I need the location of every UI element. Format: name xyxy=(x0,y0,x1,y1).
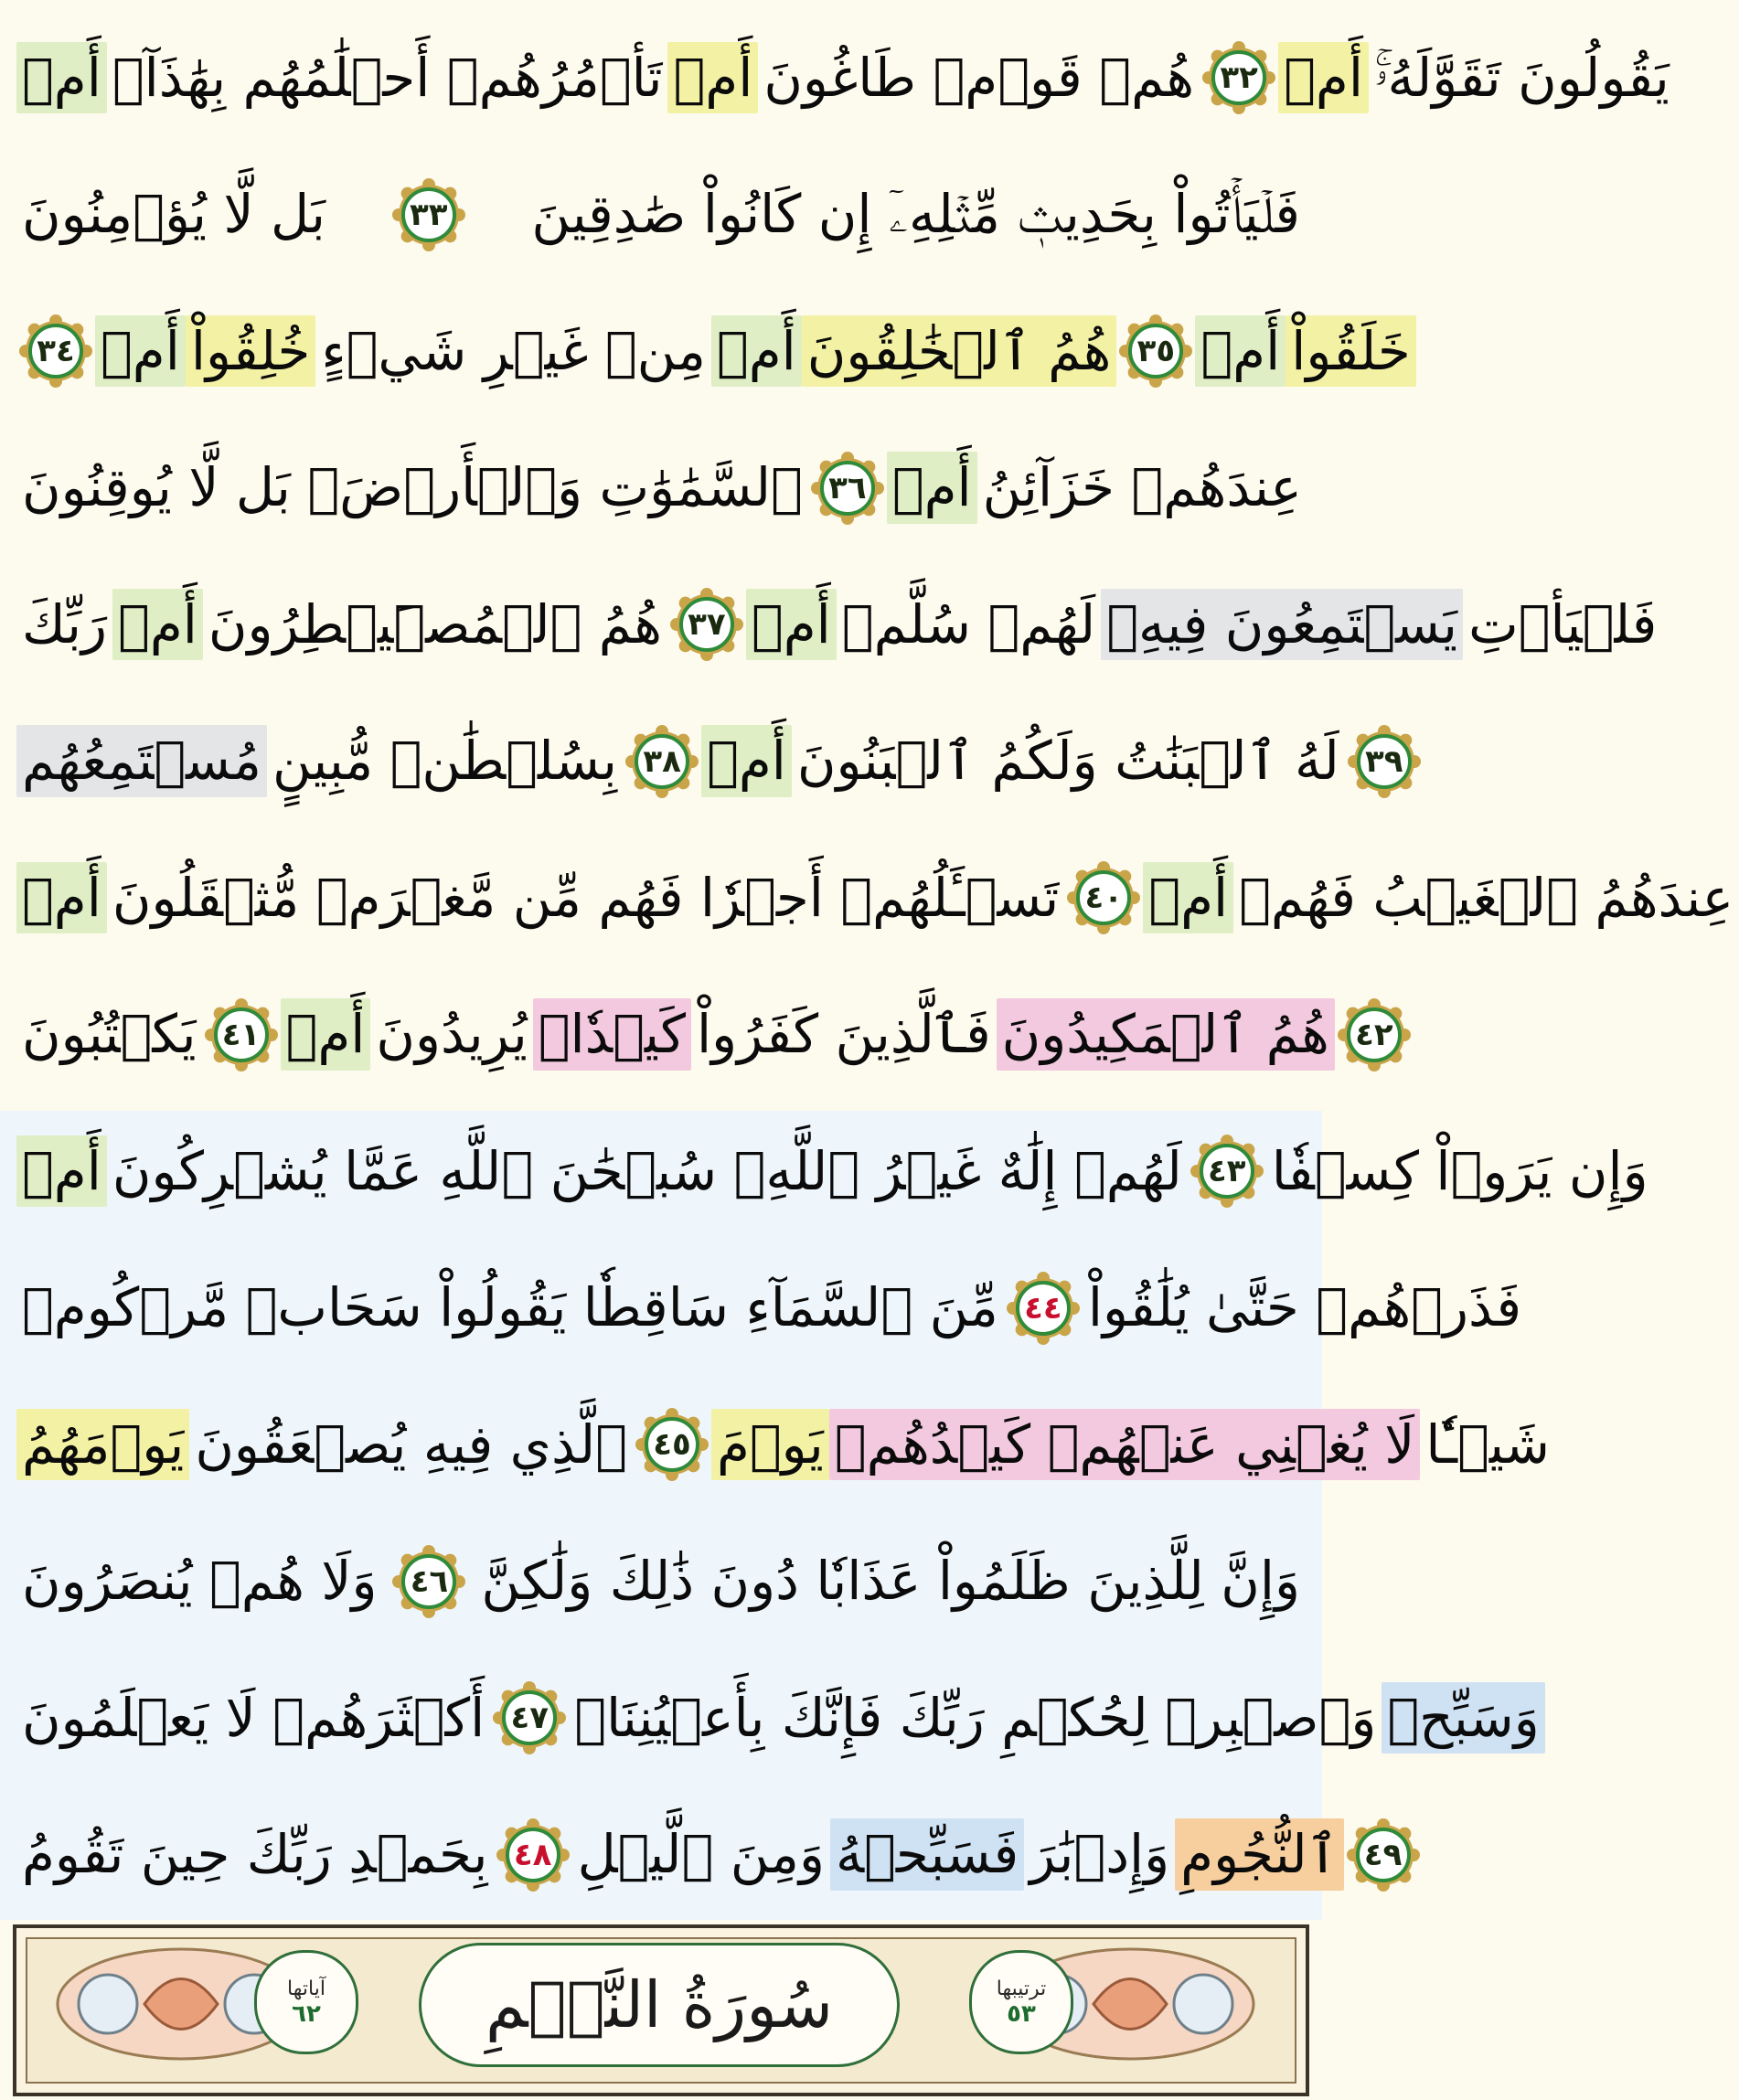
ayah-number: ٣٧ xyxy=(688,606,726,643)
highlighted-phrase: كَيۡدٗاۖ xyxy=(533,998,691,1071)
ayah-number-marker xyxy=(490,1679,569,1757)
verse-text: لَهُ ٱلۡبَنَٰتُ وَلَكُمُ ٱلۡبَنُونَ xyxy=(796,730,1339,793)
ayah-number: ٣٨ xyxy=(643,742,681,780)
highlighted-phrase: خُلِقُواْ xyxy=(186,315,315,388)
highlighted-phrase: هُمُ ٱلۡمَكِيدُونَ xyxy=(997,998,1335,1071)
surah-title-cartouche xyxy=(419,1943,900,2067)
ayah-number: ٤٠ xyxy=(1084,879,1124,916)
ayah-number: ٤٦ xyxy=(410,1562,449,1600)
text-line xyxy=(16,1513,1306,1650)
verse-text: وَلَا هُمۡ يُنصَرُونَ xyxy=(22,1550,378,1613)
text-line xyxy=(16,693,1403,830)
text-line xyxy=(16,282,1411,420)
ayah-count-value: ٦٢ xyxy=(292,1999,321,2028)
text-line xyxy=(16,1376,1550,1513)
verse-text: رَبِّكَ xyxy=(22,592,108,656)
text-line xyxy=(16,556,1658,693)
verse-text: وَإِنَّ لِلَّذِينَ ظَلَمُواْ عَذَابٗا دُونَ ذَٰلِكَ وَلَٰكِنَّ xyxy=(481,1550,1300,1613)
verse-text: تَسۡـَٔلُهُمۡ أَجۡرٗا فَهُم مِّن مَّغۡرَمٖ مُّثۡقَلُونَ xyxy=(112,866,1060,929)
ayah-number-marker xyxy=(389,176,468,254)
verse-text: بَل لَّا يُؤۡمِنُونَ xyxy=(22,183,326,246)
ayah-number: ٤٥ xyxy=(653,1426,691,1463)
highlighted-phrase: فَسَبِّحۡهُ xyxy=(830,1818,1024,1891)
highlighted-phrase: أَمۡ xyxy=(667,42,758,114)
verse-text: شَيۡـٔٗا xyxy=(1425,1412,1550,1476)
highlighted-phrase: أَمۡ xyxy=(16,862,107,934)
highlighted-phrase: يَسۡتَمِعُونَ فِيهِۖ xyxy=(1101,589,1463,661)
verse-text: فَٱلَّذِينَ كَفَرُواْ xyxy=(697,1003,991,1066)
highlighted-phrase: مُسۡتَمِعُهُم xyxy=(16,725,267,797)
verse-text: وَإِدۡبَٰرَ xyxy=(1030,1823,1170,1886)
highlighted-phrase: أَمۡ xyxy=(281,998,371,1071)
verse-text: لَهُمۡ إِلَٰهٌ غَيۡرُ ٱللَّهِۚ سُبۡحَٰنَ ٱللَّهِ عَمَّا يُشۡرِكُونَ xyxy=(112,1139,1182,1202)
ayah-number-marker xyxy=(1188,1132,1266,1210)
ayah-number-marker xyxy=(1004,1269,1083,1348)
surah-order-value: ٥٣ xyxy=(1007,1999,1036,2028)
text-line xyxy=(16,1649,1540,1786)
verse-text: وَمِنَ ٱلَّيۡلِ xyxy=(577,1823,825,1886)
ayah-number-marker xyxy=(667,585,746,664)
ayah-number-marker xyxy=(16,312,95,390)
text-line xyxy=(16,1240,1522,1377)
ayah-number: ٤١ xyxy=(221,1016,261,1053)
text-line xyxy=(16,1103,1648,1240)
highlighted-phrase: أَمۡ xyxy=(1278,42,1369,114)
highlighted-phrase: ٱلنُّجُومِ xyxy=(1175,1818,1343,1891)
surah-order-label: ترتيبها xyxy=(996,1977,1047,2000)
ayah-count-badge xyxy=(254,1950,358,2054)
highlighted-phrase: أَمۡ xyxy=(701,725,792,797)
highlighted-phrase: أَمۡ xyxy=(95,315,186,388)
text-line xyxy=(16,829,1734,966)
ayah-number-marker xyxy=(494,1816,572,1894)
ayah-number: ٣٢ xyxy=(1220,59,1258,96)
highlighted-phrase: يَوۡمَ xyxy=(711,1409,829,1481)
ayah-number-marker xyxy=(1345,722,1424,801)
text-line xyxy=(16,1786,1403,1924)
ayah-number-marker xyxy=(1064,858,1143,937)
verse-text: بِسُلۡطَٰنٖ مُّبِينٍ xyxy=(272,730,618,793)
verse-text: هُمُ ٱلۡمُصَۜيۡطِرُونَ xyxy=(208,592,662,656)
highlighted-phrase: لَا يُغۡنِي عَنۡهُمۡ كَيۡدُهُمۡ xyxy=(829,1409,1421,1481)
verse-text: يُرِيدُونَ xyxy=(376,1003,528,1066)
surah-header-banner xyxy=(13,1924,1309,2096)
ayah-number: ٤٣ xyxy=(1208,1153,1246,1189)
highlighted-phrase: هُمُ ٱلۡخَٰلِقُونَ xyxy=(802,315,1117,388)
text-line xyxy=(16,966,1393,1103)
text-line xyxy=(16,9,1670,146)
ayah-number-marker xyxy=(633,1405,711,1484)
verse-text: أَكۡثَرَهُمۡ لَا يَعۡلَمُونَ xyxy=(22,1686,485,1749)
verse-text: يَقُولُونَ تَقَوَّلَهُۥۚ xyxy=(1373,46,1670,109)
ayah-number-marker xyxy=(1344,1816,1423,1894)
highlighted-phrase: أَمۡ xyxy=(1143,862,1233,934)
highlighted-phrase: يَوۡمَهُمُ xyxy=(16,1409,189,1481)
text-line xyxy=(16,146,1306,283)
highlighted-phrase: أَمۡ xyxy=(711,315,802,388)
ayah-number-marker xyxy=(202,996,281,1074)
verse-text: فَلۡيَأۡتُواْ بِحَدِيثٖ مِّثۡلِهِۦٓ إِن كَانُواْ صَٰدِقِينَ xyxy=(531,183,1300,246)
highlighted-phrase: أَمۡ xyxy=(746,589,837,661)
verse-text: وَٱصۡبِرۡ لِحُكۡمِ رَبِّكَ فَإِنَّكَ بِأَعۡيُنِنَاۖ xyxy=(574,1686,1377,1749)
verse-text: هُمۡ قَوۡمٞ طَاغُونَ xyxy=(763,46,1195,109)
verse-text: عِندَهُمۡ خَزَآئِنُ xyxy=(982,456,1302,519)
verse-text: فَلۡيَأۡتِ xyxy=(1468,592,1658,656)
ayah-number-marker xyxy=(1200,38,1278,117)
verse-text: عِندَهُمُ ٱلۡغَيۡبُ فَهُمۡ xyxy=(1239,866,1734,929)
ayah-number: ٣٤ xyxy=(37,333,75,369)
surah-order-badge xyxy=(969,1950,1073,2054)
highlighted-phrase: خَلَقُواْ xyxy=(1286,315,1415,388)
verse-text: لَهُمۡ سُلَّمٞ xyxy=(841,592,1096,656)
text-line xyxy=(16,420,1306,557)
ayah-number: ٣٣ xyxy=(409,196,448,233)
ayah-count-label: آياتها xyxy=(287,1977,325,2000)
ayah-number-marker xyxy=(389,1542,468,1621)
ayah-number: ٣٩ xyxy=(1365,742,1403,780)
verse-text: تَأۡمُرُهُمۡ أَحۡلَٰمُهُم بِهَٰذَآۚ xyxy=(112,46,663,109)
highlighted-phrase: أَمۡ xyxy=(112,589,203,661)
ayah-number: ٤٩ xyxy=(1363,1836,1403,1873)
verse-text: مِّنَ ٱلسَّمَآءِ سَاقِطٗا يَقُولُواْ سَحَابٞ مَّرۡكُومٞ xyxy=(22,1276,998,1339)
surah-title: سُورَةُ النَّجۡمِ xyxy=(485,1967,834,2042)
highlighted-phrase: أَمۡ xyxy=(887,452,977,524)
ayah-number: ٣٦ xyxy=(828,469,867,506)
highlighted-phrase: أَمۡ xyxy=(1195,315,1286,388)
verse-text: وَإِن يَرَوۡاْ كِسۡفٗا xyxy=(1271,1139,1648,1202)
highlighted-phrase: أَمۡ xyxy=(16,42,107,114)
verse-text: يَكۡتُبُونَ xyxy=(22,1003,197,1066)
ayah-number: ٤٧ xyxy=(510,1700,549,1736)
verse-text: بِحَمۡدِ رَبِّكَ حِينَ تَقُومُ xyxy=(22,1823,488,1886)
verse-text: ٱلَّذِي فِيهِ يُصۡعَقُونَ xyxy=(195,1412,627,1476)
ayah-number: ٤٤ xyxy=(1024,1289,1062,1327)
ayah-number: ٤٨ xyxy=(513,1836,552,1873)
highlighted-phrase: أَمۡ xyxy=(16,1135,107,1208)
ayah-number-marker xyxy=(808,449,887,528)
ayah-number-marker xyxy=(1116,312,1195,390)
ayah-number-marker xyxy=(1335,996,1414,1074)
ayah-number: ٤٢ xyxy=(1355,1016,1393,1053)
highlighted-phrase: وَسَبِّحۡ xyxy=(1382,1682,1544,1754)
verse-text: فَذَرۡهُمۡ حَتَّىٰ يُلَٰقُواْ xyxy=(1087,1276,1522,1339)
verse-text: ٱلسَّمَٰوَٰتِ وَٱلۡأَرۡضَۚ بَل لَّا يُوقِنُونَ xyxy=(22,456,803,519)
ayah-number: ٣٥ xyxy=(1136,333,1176,369)
verse-text: مِنۡ غَيۡرِ شَيۡءٍ xyxy=(321,319,706,382)
ayah-number-marker xyxy=(623,722,701,801)
